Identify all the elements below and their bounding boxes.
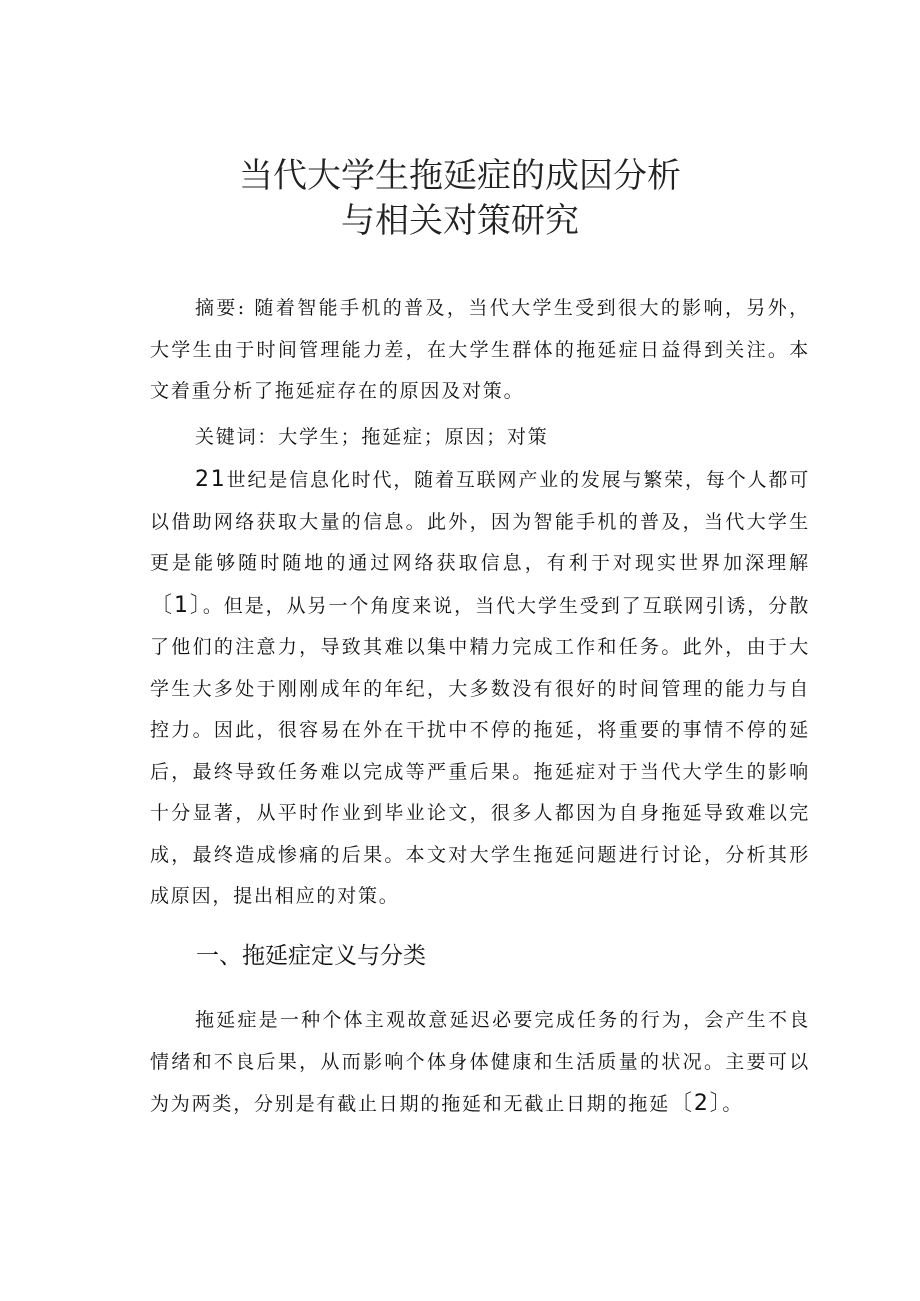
intro-paragraph <box>150 459 810 918</box>
document-title-line-1: 当代大学生拖延症的成因分析 <box>239 156 681 196</box>
keywords-text: 大学生；拖延症；原因；对策 <box>278 426 549 448</box>
abstract-text: 随着智能手机的普及，当代大学生受到很大的影响，另外，大学生由于时间管理能力差，在大学生群体的拖延症日益得到关注。本文着重分析了拖延症存在的原因及对策。 <box>150 297 810 402</box>
abstract-paragraph <box>150 288 810 413</box>
citation-2: 〔2〕 <box>670 1091 723 1116</box>
citation-1: 〔1〕 <box>150 592 203 618</box>
intro-lead-number: 21 <box>195 467 227 492</box>
keywords-label: 关键词： <box>195 426 279 448</box>
intro-text-part-1: 世纪是信息化时代，随着互联网产业的发展与繁荣，每个人都可以借助网络获取大量的信息。此外，因为智能手机的普及，当代大学生更是能够随时随地的通过网络获取信息，有利于对现实世界加深理解 <box>150 469 810 574</box>
section-1-text: 拖延症是一种个体主观故意延迟必要完成任务的行为，会产生不良情绪和不良后果，从而影响个体身体健康和生活质量的状况。主要可以为为两类，分别是有截止日期的拖延和无截止日期的拖延 <box>150 1009 810 1115</box>
abstract-label: 摘要: <box>195 297 246 319</box>
section-1-end: 。 <box>722 1093 744 1115</box>
keywords-paragraph <box>150 417 810 459</box>
document-title-line-2: 与相关对策研究 <box>341 201 579 241</box>
intro-text-part-2: 。但是，从另一个角度来说，当代大学生受到了互联网引诱，分散了他们的注意力，导致其难以集中精力完成工作和任务。此外，由于大学生大多处于刚刚成年的年纪，大多数没有很好的时间管理的能力与自控力。因此，很容易在外在干扰中不停的拖延，将重要的事情不停的延后，最终导致任务难以完成等严重后果。拖延症对于当代大学生的影响十分显著，从平时作业到毕业论文，很多人都因为自身拖延导致难以完成，最终造成惨痛的后果。本文对大学生拖延问题进行讨论，分析其形成原因，提出相应的对策。 <box>150 594 810 907</box>
section-1-paragraph <box>150 1000 810 1126</box>
section-1-heading: 一、拖延症定义与分类 <box>196 943 426 969</box>
